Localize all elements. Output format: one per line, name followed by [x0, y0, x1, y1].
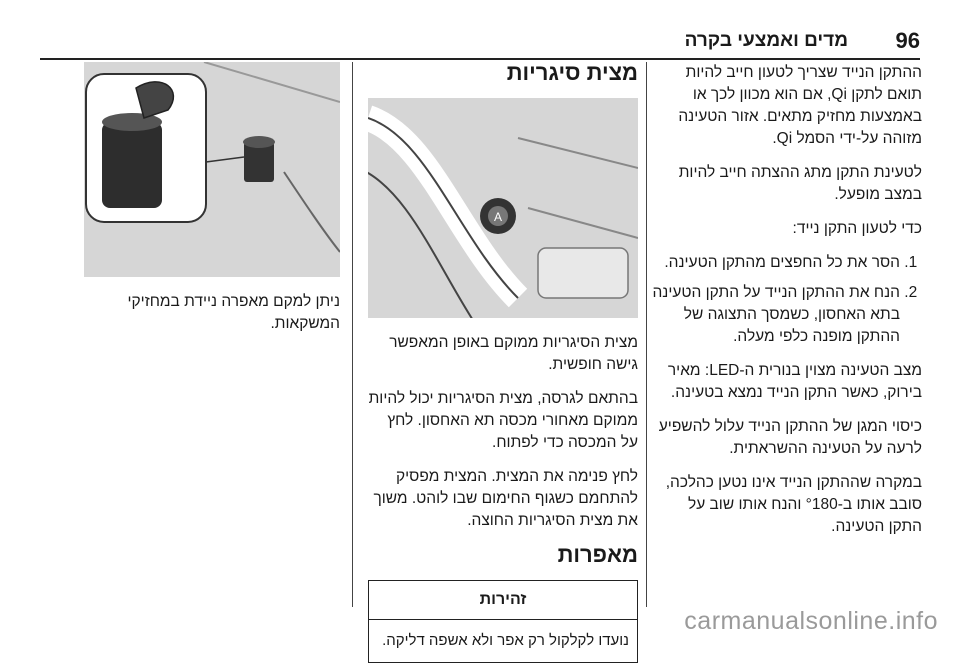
column-divider-right	[646, 62, 647, 607]
lighter-symbol: A	[493, 210, 503, 224]
paragraph: בהתאם לגרסה, מצית הסיגריות יכול להיות ממוקם מאחורי מכסה תא האחסון. לחץ על המכסה כדי לפתוח.	[368, 390, 638, 451]
watermark: carmanualsonline.info	[684, 607, 938, 635]
paragraph: במקרה שההתקן הנייד אינו נטען כהלכה, סובב אותו ב-°180 והנח אותו שוב על התקן הטעינה.	[665, 474, 922, 535]
caution-text: נועדו לקלקול רק אפר ולא אשפה דליקה.	[382, 632, 629, 649]
page-number: 96	[895, 28, 920, 53]
paragraph: לטעינת התקן מתג ההצתה חייב להיות במצב מופעל.	[678, 164, 922, 203]
column-divider-left	[352, 62, 353, 607]
paragraph: כדי לטעון התקן נייד:	[792, 220, 922, 237]
step-item: 1. הסר את כל החפצים מהתקן הטעינה.	[652, 252, 900, 274]
ashtray-drawing	[84, 62, 340, 277]
ashtray-illustration	[84, 62, 340, 277]
section-heading: מצית סיגריות	[506, 60, 638, 85]
paragraph: ניתן למקם מאפרה ניידת במחזיקי המשקאות.	[127, 293, 340, 332]
section-subheading: מאפרות	[557, 542, 638, 567]
paragraph: לחץ פנימה את המצית. המצית מפסיק להתחמם כשגוף החימום שבו לוהט. משוך את מצית הסיגריות החוצה.	[373, 468, 638, 529]
header-rule	[40, 58, 920, 60]
paragraph: מצב הטעינה מצוין בנורית ה-LED: מאיר בירוק, כאשר התקן הנייד נמצא בטעינה.	[667, 362, 922, 401]
paragraph: כיסוי המגן של ההתקן הנייד עלול להשפיע לרעה על הטעינה ההשראתית.	[658, 418, 922, 457]
page-header	[40, 28, 920, 58]
chapter-title: מדים ואמצעי בקרה	[684, 30, 848, 51]
paragraph: ההתקן הנייד שצריך לטעון חייב להיות תואם לתקן Qi, אם הוא מכוון לכך או באמצעות מחזיק מתאים. אזור הטעינה מזוהה על-ידי הסמל Qi.	[678, 64, 922, 147]
step-item: 2. הנח את ההתקן הנייד על התקן הטעינה בתא האחסון, כשמסך התצוגה של ההתקן מופנה כלפי מעלה.	[652, 282, 900, 348]
right-column	[652, 62, 922, 550]
paragraph: מצית הסיגריות ממוקם באופן המאפשר גישה חופשית.	[389, 334, 638, 373]
cigarette-lighter-illustration	[368, 98, 638, 318]
left-column	[84, 62, 340, 347]
steps-list	[652, 252, 922, 348]
caution-box	[368, 580, 638, 663]
caution-title: זהירות	[369, 581, 637, 620]
lighter-drawing	[368, 98, 638, 318]
middle-column	[368, 62, 638, 663]
